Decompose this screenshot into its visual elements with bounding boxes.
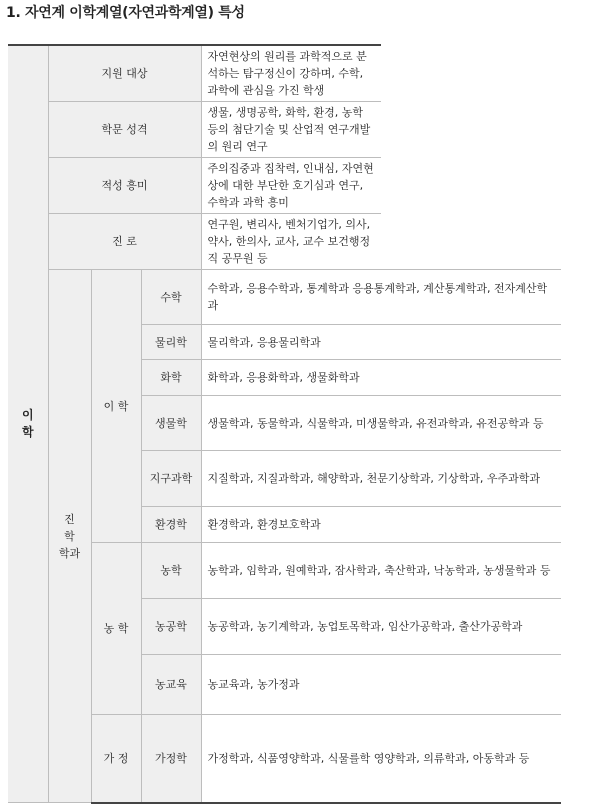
row-label: 진 로 bbox=[48, 214, 201, 270]
row-content: 자연현상의 원리를 과학적으로 분석하는 탐구정신이 강하며, 수학, 과학에 관심을 가진 학생 bbox=[201, 45, 381, 102]
row-label: 학문 성격 bbox=[48, 102, 201, 158]
dept-list: 환경학과, 환경보호학과 bbox=[201, 507, 561, 543]
dept-list: 농교육과, 농가정과 bbox=[201, 655, 561, 715]
row-content: 생물, 생명공학, 화학, 환경, 농학 등의 첨단기술 및 산업적 연구개발의 원리 연구 bbox=[201, 102, 381, 158]
field-label: 농학 bbox=[141, 543, 201, 599]
major-char: 학 bbox=[21, 425, 34, 439]
dept-list: 가정학과, 식품영양학과, 식물를학 영양학과, 의류학과, 아동학과 등 bbox=[201, 715, 561, 803]
field-label: 농교육 bbox=[141, 655, 201, 715]
dept-list: 물리학과, 응용물리학과 bbox=[201, 325, 561, 360]
page-title: 1. 자연계 이학계열(자연과학계열) 특성 bbox=[6, 5, 245, 21]
row-content: 주의집중과 집착력, 인내심, 자연현상에 대한 부단한 호기심과 연구, 수학과 과학 흥미 bbox=[201, 158, 381, 214]
dept-label-cell bbox=[48, 270, 91, 803]
dept-list: 생물학과, 동물학과, 식물학과, 미생물학과, 유전과학과, 유전공학과 등 bbox=[201, 396, 561, 451]
group-label: 가 정 bbox=[91, 715, 141, 803]
table-row bbox=[8, 543, 561, 599]
table-row bbox=[8, 158, 561, 214]
field-label: 환경학 bbox=[141, 507, 201, 543]
table-row bbox=[8, 214, 561, 270]
dept-list: 수학과, 응용수학과, 통계학과 응용통계학과, 계산통계학과, 전자계산학과 bbox=[201, 270, 561, 325]
field-label: 물리학 bbox=[141, 325, 201, 360]
field-label: 지구과학 bbox=[141, 451, 201, 507]
dept-list: 농공학과, 농기계학과, 농업토목학과, 임산가공학과, 출산가공학과 bbox=[201, 599, 561, 655]
characteristics-table bbox=[8, 44, 561, 804]
dept-list: 화학과, 응용화학과, 생물화학과 bbox=[201, 360, 561, 396]
dept-list: 지질학과, 지질과학과, 해양학과, 천문기상학과, 기상학과, 우주과학과 bbox=[201, 451, 561, 507]
field-label: 생물학 bbox=[141, 396, 201, 451]
table-row bbox=[8, 270, 561, 325]
row-content: 연구원, 변리사, 벤처기업가, 의사, 약사, 한의사, 교사, 교수 보건행정직 공무원 등 bbox=[201, 214, 381, 270]
group-label: 농 학 bbox=[91, 543, 141, 715]
dept-list: 농학과, 임학과, 원예학과, 잠사학과, 축산학과, 낙농학과, 농생물학과 등 bbox=[201, 543, 561, 599]
dept-label-char: 학 bbox=[64, 529, 75, 543]
table-row bbox=[8, 45, 561, 102]
dept-label-char: 학과 bbox=[58, 546, 81, 560]
major-char: 이 bbox=[21, 408, 34, 422]
table-row bbox=[8, 102, 561, 158]
row-label: 적성 흥미 bbox=[48, 158, 201, 214]
field-label: 농공학 bbox=[141, 599, 201, 655]
field-label: 수학 bbox=[141, 270, 201, 325]
table-row bbox=[8, 715, 561, 803]
field-label: 화학 bbox=[141, 360, 201, 396]
dept-label-char: 진 bbox=[64, 512, 75, 526]
field-label: 가정학 bbox=[141, 715, 201, 803]
group-label: 이 학 bbox=[91, 270, 141, 543]
row-label: 지원 대상 bbox=[48, 45, 201, 102]
major-cell bbox=[8, 45, 48, 803]
